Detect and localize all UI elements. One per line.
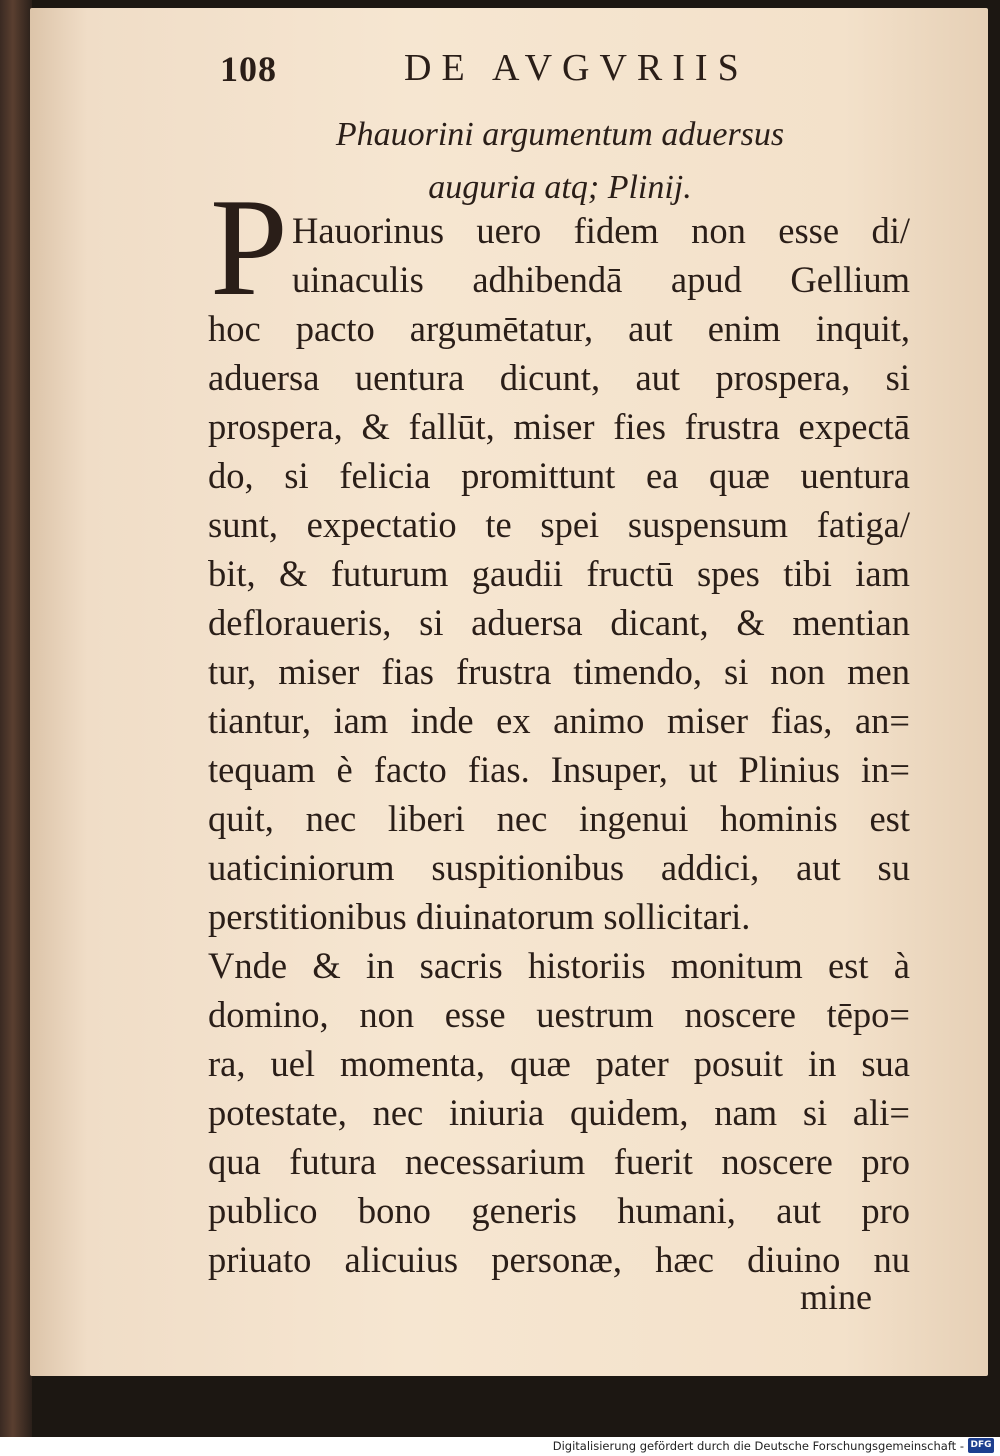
body-line: tur, miser fias frustra timendo, si non men [208,651,910,692]
body-line: quit, nec liberi nec ingenui hominis est [208,798,910,839]
body-line: potestate, nec iniuria quidem, nam si ali= [208,1092,910,1133]
body-line: defloraueris, si aduersa dicant, & mentian [208,602,910,643]
body-line: priuato alicuius personæ, hæc diuino nu [208,1239,910,1280]
body-line: Hauorinus uero fidem non esse di/ [292,210,910,251]
body-line: domino, non esse uestrum noscere tēpo= [208,994,910,1035]
section-heading [180,108,940,214]
body-line: tiantur, iam inde ex animo miser fias, an= [208,700,910,741]
body-line: uinaculis adhibendā apud Gellium [292,259,910,300]
body-line: publico bono generis humani, aut pro [208,1190,910,1231]
section-heading-line-1: Phauorini argumentum aduersus [335,116,785,153]
catchword: mine [800,1277,872,1317]
running-title: DE AVGVRIIS [404,47,749,89]
dfg-logo: DFG [968,1438,994,1453]
body-line: sunt, expectatio te spei suspensum fatiga/ [208,504,910,545]
body-line: do, si felicia promittunt ea quæ uentura [208,455,910,496]
body-line: prospera, & fallūt, miser fies frustra expectā [208,406,910,447]
drop-cap: P [210,170,288,325]
body-line: aduersa uentura dicunt, aut prospera, si [208,357,910,398]
body-line: uaticiniorum suspitionibus addici, aut su [208,847,910,888]
book-page [30,8,988,1376]
body-line: Vnde & in sacris historiis monitum est à [208,945,910,986]
body-line: tequam è facto fias. Insuper, ut Plinius in= [208,749,910,790]
funding-credit: Digitalisierung gefördert durch die Deutsche Forschungsgemeinschaft - [552,1439,964,1453]
body-line: hoc pacto argumētatur, aut enim inquit, [208,308,910,349]
running-head [30,46,988,96]
page-number: 108 [220,49,277,89]
body-line: qua futura necessarium fuerit noscere pro [208,1141,910,1182]
body-line: perstitionibus diuinatorum sollicitari. [208,896,751,937]
section-heading-line-2: auguria atq; Plinij. [428,169,692,206]
book-binding-edge [0,0,32,1437]
body-line: ra, uel momenta, quæ pater posuit in sua [208,1043,910,1084]
body-line: bit, & futurum gaudii fructū spes tibi iam [208,553,910,594]
